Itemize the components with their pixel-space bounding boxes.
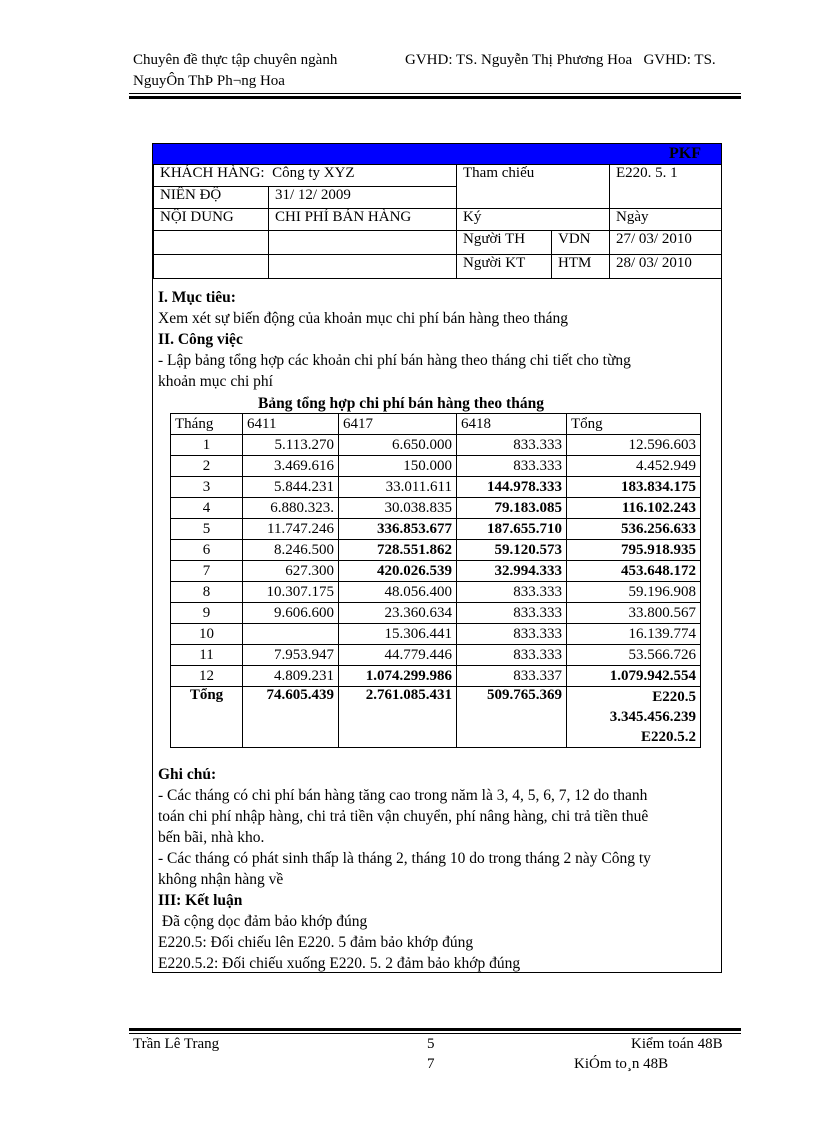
conclusion-line1: Đã cộng dọc đảm bảo khớp đúng: [158, 913, 368, 930]
value-cell-6411: 10.307.175: [243, 582, 339, 603]
monthly-expense-table: [170, 413, 701, 748]
value-cell-total: 59.196.908: [567, 582, 701, 603]
value-cell-total: 4.452.949: [567, 456, 701, 477]
value-cell-6418: 833.333: [457, 603, 567, 624]
total-label: Tổng: [171, 687, 243, 748]
month-cell: 4: [171, 498, 243, 519]
value-cell-6417: 48.056.400: [339, 582, 457, 603]
value-cell-6418: 187.655.710: [457, 519, 567, 540]
table-row: [171, 561, 701, 582]
value-cell-total: 1.079.942.554: [567, 666, 701, 687]
objective-text: Xem xét sự biến động của khoản mục chi phí bán hàng theo tháng: [158, 310, 569, 327]
header-right-line1: [405, 52, 716, 69]
col-header-6411: 6411: [243, 414, 339, 435]
content-label: NỘI DUNG: [154, 209, 269, 231]
value-cell-6411: [243, 624, 339, 645]
month-cell: 3: [171, 477, 243, 498]
value-cell-total: 116.102.243: [567, 498, 701, 519]
footer-right-a: Kiểm toán 48B: [631, 1036, 723, 1052]
month-cell: 6: [171, 540, 243, 561]
work-title: II. Công việc: [158, 331, 243, 348]
col-header-month: Tháng: [171, 414, 243, 435]
value-cell-total: 53.566.726: [567, 645, 701, 666]
value-cell-6417: 44.779.446: [339, 645, 457, 666]
value-cell-6418: 833.333: [457, 435, 567, 456]
col-header-6418: 6418: [457, 414, 567, 435]
value-cell-total: 795.918.935: [567, 540, 701, 561]
header-rule-thin: [129, 93, 741, 94]
month-cell: 7: [171, 561, 243, 582]
reference-label: Tham chiếu: [457, 165, 610, 209]
value-cell-6411: 9.606.600: [243, 603, 339, 624]
month-cell: 9: [171, 603, 243, 624]
month-cell: 12: [171, 666, 243, 687]
objective-title: I. Mục tiêu:: [158, 289, 236, 306]
table-row: [171, 666, 701, 687]
notes-title: Ghi chú:: [158, 766, 217, 783]
value-cell-total: 12.596.603: [567, 435, 701, 456]
blank-cell: [269, 231, 457, 255]
sign-label: Ký: [457, 209, 610, 231]
blank-cell: [154, 231, 269, 255]
value-cell-total: 16.139.774: [567, 624, 701, 645]
table-row: [171, 603, 701, 624]
value-cell-total: 536.256.633: [567, 519, 701, 540]
preparer-date: 27/ 03/ 2010: [610, 231, 722, 255]
reviewer-date: 28/ 03/ 2010: [610, 255, 722, 279]
table-row: [171, 540, 701, 561]
grand-total-cell: [567, 687, 701, 748]
value-cell-6411: 8.246.500: [243, 540, 339, 561]
value-cell-6417: 6.650.000: [339, 435, 457, 456]
table-title: Bảng tổng hợp chi phí bán hàng theo tháng: [258, 395, 544, 412]
work-text-1: - Lập bảng tổng hợp các khoản chi phí bán hàng theo tháng chi tiết cho từng: [158, 352, 631, 369]
month-cell: 5: [171, 519, 243, 540]
value-cell-6418: 833.333: [457, 645, 567, 666]
table-row: [171, 477, 701, 498]
preparer-code: VDN: [552, 231, 610, 255]
blank-cell: [269, 255, 457, 279]
pkf-label: PKF: [669, 145, 701, 162]
header-rule-thick: [129, 96, 741, 99]
value-cell-6418: 833.333: [457, 582, 567, 603]
table-row: [171, 498, 701, 519]
total-6418: 509.765.369: [457, 687, 567, 748]
reference-value: E220. 5. 1: [610, 165, 722, 209]
value-cell-6411: 4.809.231: [243, 666, 339, 687]
value-cell-6418: 833.333: [457, 624, 567, 645]
value-cell-6418: 79.183.085: [457, 498, 567, 519]
total-6417: 2.761.085.431: [339, 687, 457, 748]
value-cell-6417: 15.306.441: [339, 624, 457, 645]
work-text-2: khoản mục chi phí: [158, 373, 273, 390]
notes-line2: toán chi phí nhập hàng, chi trả tiền vận chuyển, phí nâng hàng, chi trả tiền thuê: [158, 808, 649, 825]
blank-cell: [154, 255, 269, 279]
header-supervisor: GVHD: TS. Nguyễn Thị Phương Hoa: [405, 52, 633, 68]
footer-author: Trần Lê Trang: [133, 1036, 220, 1052]
client-cell: [154, 165, 457, 187]
notes-line5: không nhận hàng về: [158, 871, 284, 888]
value-cell-6417: 150.000: [339, 456, 457, 477]
value-cell-6417: 728.551.862: [339, 540, 457, 561]
value-cell-total: 33.800.567: [567, 603, 701, 624]
value-cell-6417: 420.026.539: [339, 561, 457, 582]
footer-right-b: KiÓm to¸n 48B: [574, 1056, 669, 1072]
month-cell: 1: [171, 435, 243, 456]
total-6411: 74.605.439: [243, 687, 339, 748]
notes-line4: - Các tháng có phát sinh thấp là tháng 2, tháng 10 do trong tháng 2 này Công ty: [158, 850, 651, 867]
reviewer-code: HTM: [552, 255, 610, 279]
ref-bottom: E220.5.2: [640, 729, 696, 745]
total-row: [171, 687, 701, 748]
value-cell-6411: 7.953.947: [243, 645, 339, 666]
value-cell-6418: 59.120.573: [457, 540, 567, 561]
header-supervisor-repeat: GVHD: TS.: [643, 52, 716, 68]
month-cell: 11: [171, 645, 243, 666]
value-cell-6417: 1.074.299.986: [339, 666, 457, 687]
notes-line3: bến bãi, nhà kho.: [158, 829, 265, 846]
value-cell-6411: 6.880.323.: [243, 498, 339, 519]
value-cell-6417: 23.360.634: [339, 603, 457, 624]
conclusion-line2: E220.5: Đối chiếu lên E220. 5 đảm bảo khớp đúng: [158, 934, 474, 951]
grand-total: 3.345.456.239: [609, 709, 696, 725]
table-row: [171, 456, 701, 477]
value-cell-6418: 144.978.333: [457, 477, 567, 498]
conclusion-title: III: Kết luận: [158, 892, 243, 909]
value-cell-6411: 5.844.231: [243, 477, 339, 498]
header-left-line1: Chuyên đề thực tập chuyên ngành: [133, 52, 338, 68]
working-paper-meta-table: [153, 164, 722, 279]
year-value: 31/ 12/ 2009: [269, 187, 457, 209]
value-cell-6411: 3.469.616: [243, 456, 339, 477]
table-row: [171, 624, 701, 645]
value-cell-6418: 833.333: [457, 456, 567, 477]
footer-page-b: 7: [427, 1056, 435, 1072]
value-cell-6418: 32.994.333: [457, 561, 567, 582]
ref-top: E220.5: [652, 689, 696, 705]
preparer-label: Người TH: [457, 231, 552, 255]
value-cell-6417: 30.038.835: [339, 498, 457, 519]
value-cell-6411: 5.113.270: [243, 435, 339, 456]
client-value: Công ty XYZ: [272, 165, 355, 181]
table-row: [171, 519, 701, 540]
value-cell-6417: 33.011.611: [339, 477, 457, 498]
value-cell-6411: 11.747.246: [243, 519, 339, 540]
value-cell-6411: 627.300: [243, 561, 339, 582]
date-label: Ngày: [610, 209, 722, 231]
month-cell: 8: [171, 582, 243, 603]
month-cell: 2: [171, 456, 243, 477]
table-row: [171, 435, 701, 456]
value-cell-6417: 336.853.677: [339, 519, 457, 540]
value-cell-total: 453.648.172: [567, 561, 701, 582]
value-cell-total: 183.834.175: [567, 477, 701, 498]
table-row: [171, 645, 701, 666]
year-label: NIÊN ĐỘ: [154, 187, 269, 209]
conclusion-line3: E220.5.2: Đối chiếu xuống E220. 5. 2 đảm bảo khớp đúng: [158, 955, 521, 972]
value-cell-6418: 833.337: [457, 666, 567, 687]
client-label: KHÁCH HÀNG:: [160, 165, 265, 181]
reviewer-label: Người KT: [457, 255, 552, 279]
notes-line1: - Các tháng có chi phí bán hàng tăng cao trong năm là 3, 4, 5, 6, 7, 12 do thanh: [158, 787, 648, 804]
header-left-line2: NguyÔn ThÞ Ph¬ng Hoa: [133, 73, 285, 89]
footer-rule-thick: [129, 1028, 741, 1031]
footer-rule-thin: [129, 1033, 741, 1034]
footer-page-a: 5: [427, 1036, 435, 1052]
month-cell: 10: [171, 624, 243, 645]
pkf-banner: [153, 144, 721, 164]
col-header-total: Tổng: [567, 414, 701, 435]
table-row: [171, 582, 701, 603]
content-value: CHI PHÍ BÁN HÀNG: [269, 209, 457, 231]
col-header-6417: 6417: [339, 414, 457, 435]
